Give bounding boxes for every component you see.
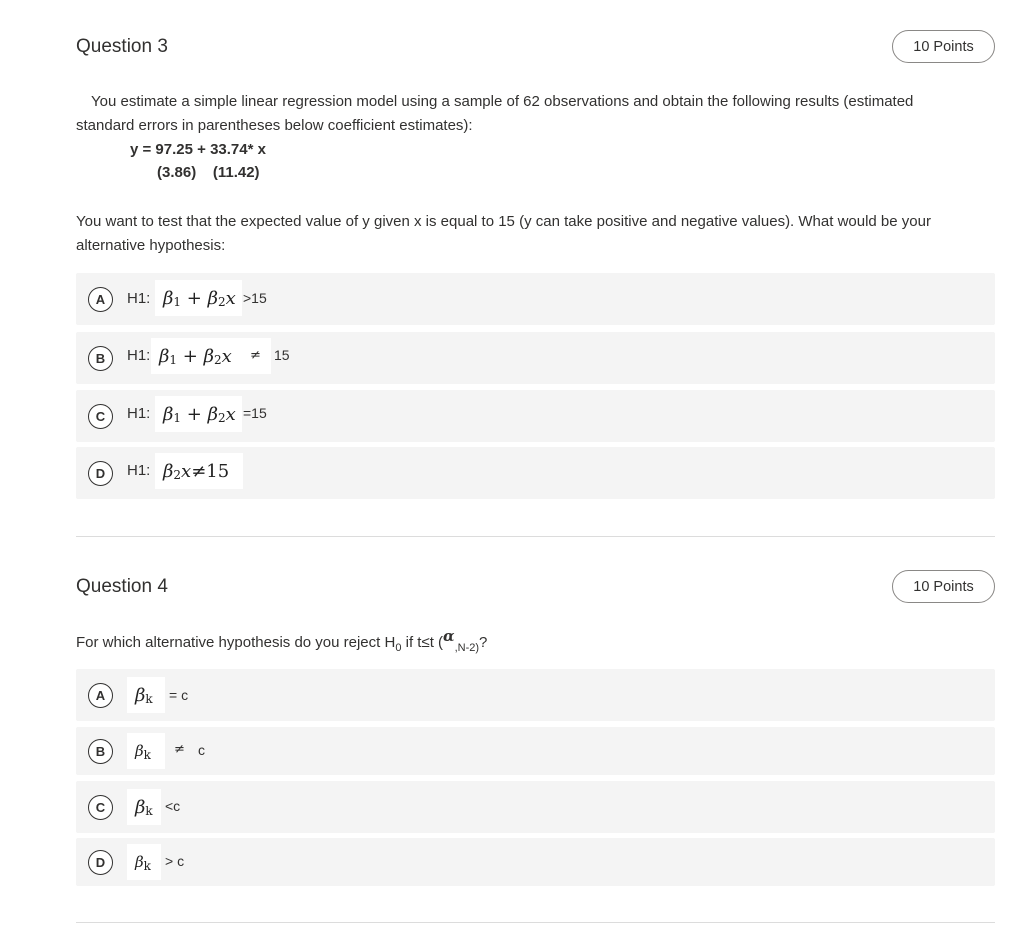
prompt-line-2: alternative hypothesis:	[76, 237, 226, 254]
option-letter-b[interactable]: B	[88, 346, 113, 371]
option-letter-c[interactable]: C	[88, 795, 113, 820]
formula-image: β $_k$	[127, 844, 161, 880]
q3-option-c[interactable]	[76, 390, 995, 442]
option-letter-d[interactable]: D	[88, 850, 113, 875]
standard-errors: (3.86) (11.42)	[157, 164, 260, 181]
h1-label: H1:	[127, 405, 151, 422]
intro-line-1: You estimate a simple linear regression model using a sample of 62 observations and obtain the following results (estimated	[91, 93, 914, 110]
q4-option-a[interactable]	[76, 669, 995, 721]
option-tail-text: 15	[274, 347, 290, 363]
q4-option-d[interactable]	[76, 838, 995, 886]
alpha-symbol: α	[443, 627, 455, 645]
formula-image: β $_k$	[127, 677, 165, 713]
option-letter-c[interactable]: C	[88, 404, 113, 429]
formula-image: β $_1$ + β $_2$ x	[155, 396, 242, 432]
q3-option-d[interactable]	[76, 447, 995, 499]
prompt-text: For which alternative hypothesis do you reject H	[76, 634, 396, 651]
question-4-title: Question 4	[76, 576, 168, 597]
question-divider	[76, 922, 995, 923]
question-3-title: Question 3	[76, 36, 168, 57]
question-4-points-badge: 10 Points	[892, 570, 995, 603]
formula-image: β $_2$ x ≠15	[155, 453, 243, 489]
formula-text: ≠15	[191, 460, 230, 482]
h1-label: H1:	[127, 290, 151, 307]
formula-image: β $_k$	[127, 789, 161, 825]
prompt-subscript: ,N-2)	[454, 642, 480, 654]
option-tail-text: c	[198, 742, 205, 758]
formula-image: β $_k$	[127, 733, 165, 769]
not-equal-icon: ≠	[174, 742, 185, 757]
formula-image: β $_1$ + β $_2$ x	[151, 338, 271, 374]
regression-equation: y = 97.25 + 33.74* x	[130, 141, 266, 158]
option-letter-a[interactable]: A	[88, 287, 113, 312]
option-tail-text: <c	[165, 798, 181, 814]
option-letter-d[interactable]: D	[88, 461, 113, 486]
question-3-points-badge: 10 Points	[892, 30, 995, 63]
question-3-intro	[76, 90, 986, 138]
prompt-line-1: You want to test that the expected value of y given x is equal to 15 (y can take positive and negative values). What would be your	[76, 213, 931, 230]
formula-image: β $_1$ + β $_2$ x	[155, 280, 242, 316]
prompt-text-mid: if t≤t (	[401, 634, 444, 651]
q3-option-a[interactable]	[76, 273, 995, 325]
h-subscript: 0	[395, 642, 402, 654]
option-letter-a[interactable]: A	[88, 683, 113, 708]
q3-option-b[interactable]	[76, 332, 995, 384]
option-tail-text: >15	[243, 290, 267, 306]
question-3-prompt	[76, 210, 986, 258]
option-tail-text: =15	[243, 405, 267, 421]
option-tail-text: > c	[165, 853, 185, 869]
question-4-prompt	[76, 627, 986, 660]
h1-label: H1:	[127, 462, 151, 479]
q4-option-b[interactable]	[76, 727, 995, 775]
prompt-end: ?	[479, 634, 488, 651]
h1-label: H1:	[127, 347, 151, 364]
option-tail-text: = c	[169, 687, 189, 703]
intro-line-2: standard errors in parentheses below coefficient estimates):	[76, 117, 473, 134]
option-letter-b[interactable]: B	[88, 739, 113, 764]
q4-option-c[interactable]	[76, 781, 995, 833]
not-equal-icon: ≠	[250, 348, 261, 363]
question-divider	[76, 536, 995, 537]
